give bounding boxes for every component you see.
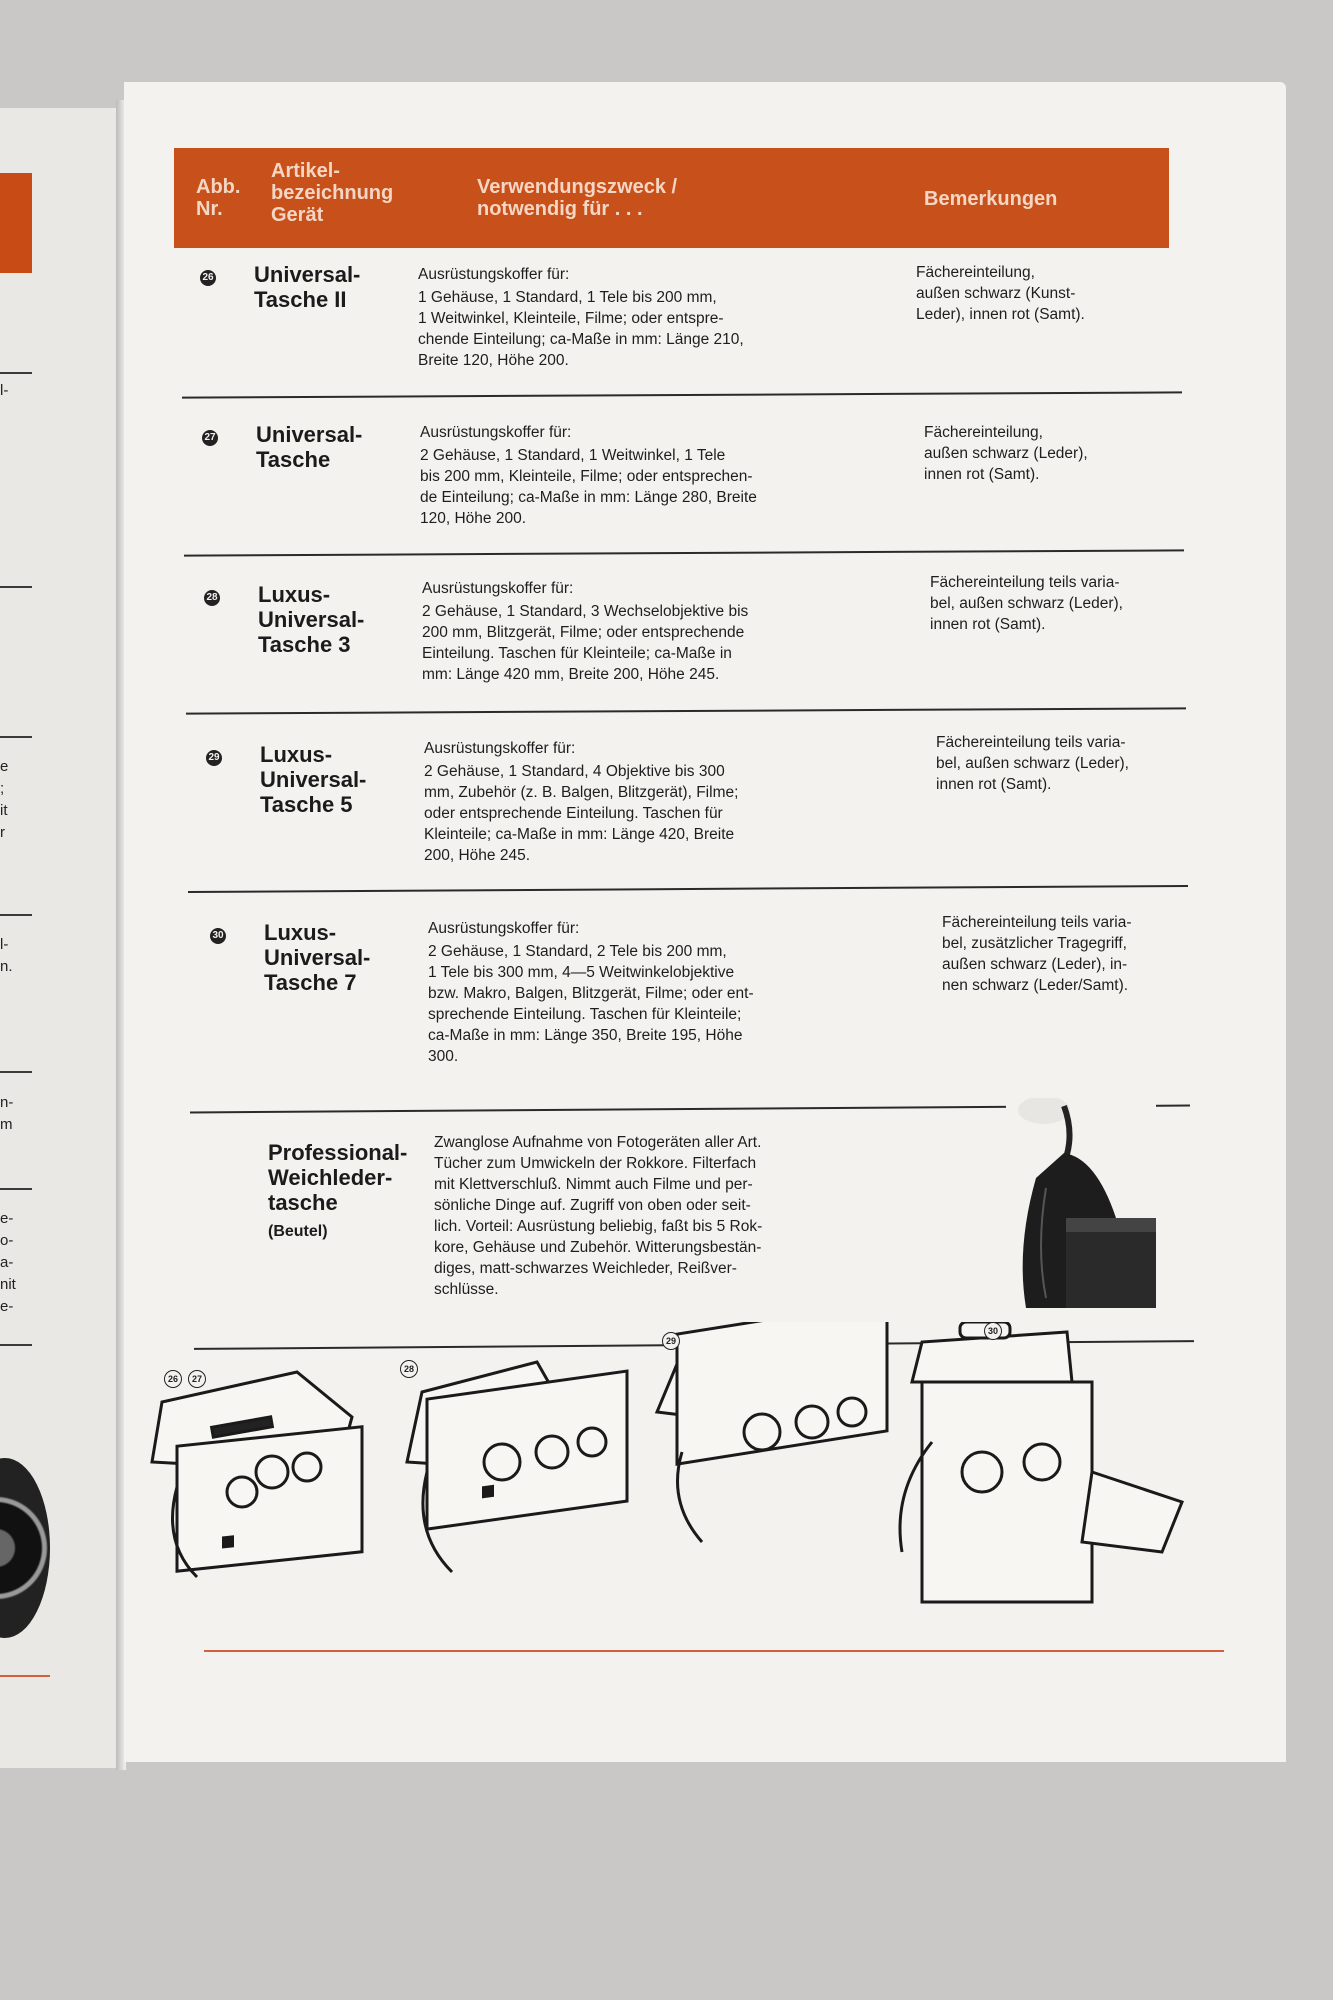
usage-text: Ausrüstungskoffer für: 2 Gehäuse, 1 Standard, 4 Objektive bis 300 mm, Zubehör (z. B. Balgen, Blitzgerät), Filme; oder entsprechende Einteilung. Taschen für Kleinteile; ca-Maße in mm: Länge 420, Breite 200, Höhe 245.	[424, 740, 739, 864]
left-page-fragment: o-	[0, 1232, 14, 1249]
left-page-rule	[0, 736, 32, 738]
left-page-rule	[0, 1188, 32, 1190]
remarks-text: Fächereinteilung, außen schwarz (Kunst- Leder), innen rot (Samt).	[916, 264, 1085, 323]
left-page-rule	[0, 586, 32, 588]
usage-text: Ausrüstungskoffer für: 2 Gehäuse, 1 Standard, 1 Weitwinkel, 1 Tele bis 200 mm, Kleinteile, Filme; oder entsprechen- de Einteilung; ca-Maße in mm: Länge 280, Breite 120, Höhe 200.	[420, 424, 757, 527]
soft-leather-bag-photo	[1006, 1098, 1156, 1318]
left-page-header-bar	[0, 173, 32, 273]
left-page-fragment: n.	[0, 958, 13, 975]
left-page-fragment: e-	[0, 1298, 14, 1315]
figure-number: 29	[206, 750, 222, 766]
article-name: Luxus- Universal- Tasche 3	[258, 582, 365, 657]
lens-photo	[0, 1458, 50, 1638]
left-page-fragment: m	[0, 1116, 13, 1133]
figure-number: 27	[202, 430, 218, 446]
usage-text: Ausrüstungskoffer für: 2 Gehäuse, 1 Standard, 2 Tele bis 200 mm, 1 Tele bis 300 mm, 4—5 Weitwinkelobjektive bzw. Makro, Balgen, Blitzgerät, Filme; oder ent- sprechende Einteilung. Taschen für Kleinteile; ca-Maße in mm: Länge 350, Breite 195, Höhe 300.	[428, 920, 754, 1065]
left-page-fragment: ;	[0, 780, 5, 797]
article-name: Luxus- Universal- Tasche 5	[260, 742, 367, 817]
left-page-edge	[0, 108, 118, 1768]
row-divider	[188, 885, 1188, 893]
left-page-rule	[0, 914, 32, 916]
figure-number: 30	[210, 928, 226, 944]
row-divider	[186, 707, 1186, 714]
left-page-fragment: r	[0, 824, 5, 841]
table-header	[174, 148, 1169, 248]
remarks-text: Fächereinteilung, außen schwarz (Leder), innen rot (Samt).	[924, 424, 1088, 483]
article-name: Universal- Tasche II	[254, 262, 361, 312]
figure-number: 28	[204, 590, 220, 606]
remarks-text: Fächereinteilung teils varia- bel, außen schwarz (Leder), innen rot (Samt).	[930, 574, 1123, 633]
remarks-text: Fächereinteilung teils varia- bel, außen schwarz (Leder), innen rot (Samt).	[936, 734, 1129, 793]
figure-number: 26	[164, 1370, 182, 1388]
header-col-bemerkungen: Bemerkungen	[924, 188, 1058, 210]
row-divider	[184, 549, 1184, 556]
article-name: Professional- Weichleder- tasche (Beutel)	[268, 1140, 408, 1240]
figure-number: 27	[188, 1370, 206, 1388]
left-page-rule	[0, 1071, 32, 1073]
article-name: Luxus- Universal- Tasche 7	[264, 920, 371, 995]
left-page-rule	[0, 1344, 32, 1346]
remarks-text: Fächereinteilung teils varia- bel, zusätzlicher Tragegriff, außen schwarz (Leder), in- nen schwarz (Leder/Samt).	[942, 914, 1132, 994]
header-col-abb: Abb. Nr.	[196, 176, 241, 220]
article-name: Universal- Tasche	[256, 422, 363, 472]
left-page-fragment: l-	[0, 382, 9, 399]
left-page-fragment: e-	[0, 1210, 14, 1227]
left-page-fragment: n-	[0, 1094, 14, 1111]
illustration-labels	[122, 1322, 1232, 1642]
left-page-red-rule	[0, 1675, 50, 1677]
left-page-fragment: nit	[0, 1276, 16, 1293]
usage-text: Ausrüstungskoffer für: 2 Gehäuse, 1 Standard, 3 Wechselobjektive bis 200 mm, Blitzgerät, Filme; oder entsprechende Einteilung. Taschen für Kleinteile; ca-Maße in mm: Länge 420 mm, Breite 200, Höhe 245.	[422, 580, 749, 683]
usage-text: Ausrüstungskoffer für: 1 Gehäuse, 1 Standard, 1 Tele bis 200 mm, 1 Weitwinkel, Kleinteile, Filme; oder entspre- chende Einteilung; ca-Maße in mm: Länge 210, Breite 120, Höhe 200.	[418, 266, 744, 369]
figure-number: 26	[200, 270, 216, 286]
header-col-artikel: Artikel- bezeichnung Gerät	[271, 160, 394, 226]
left-page-fragment: it	[0, 802, 8, 819]
row-divider	[182, 391, 1182, 398]
catalog-page	[124, 82, 1286, 1762]
left-page-rule	[0, 372, 32, 374]
usage-text: Zwanglose Aufnahme von Fotogeräten aller Art. Tücher zum Umwickeln der Rokkore. Filterfach mit Klettverschluß. Nimmt auch Filme und per- sönliche Dinge auf. Zugriff von oben oder seit- lich. Vorteil: Ausrüstung beliebig, faßt bis 5 Rok- kore, Gehäuse und Zubehör. Witterungsbestän- diges, matt-schwarzes Weichleder, Reißver- schlüsse.	[434, 1134, 763, 1298]
figure-number: 29	[662, 1332, 680, 1350]
figure-number: 30	[984, 1322, 1002, 1340]
header-col-verwendung: Verwendungszweck / notwendig für . . .	[477, 176, 678, 220]
left-page-fragment: l-	[0, 936, 9, 953]
left-page-fragment: e	[0, 758, 9, 775]
figure-number: 28	[400, 1360, 418, 1378]
left-page-fragment: a-	[0, 1254, 14, 1271]
page-bottom-rule	[204, 1650, 1224, 1652]
